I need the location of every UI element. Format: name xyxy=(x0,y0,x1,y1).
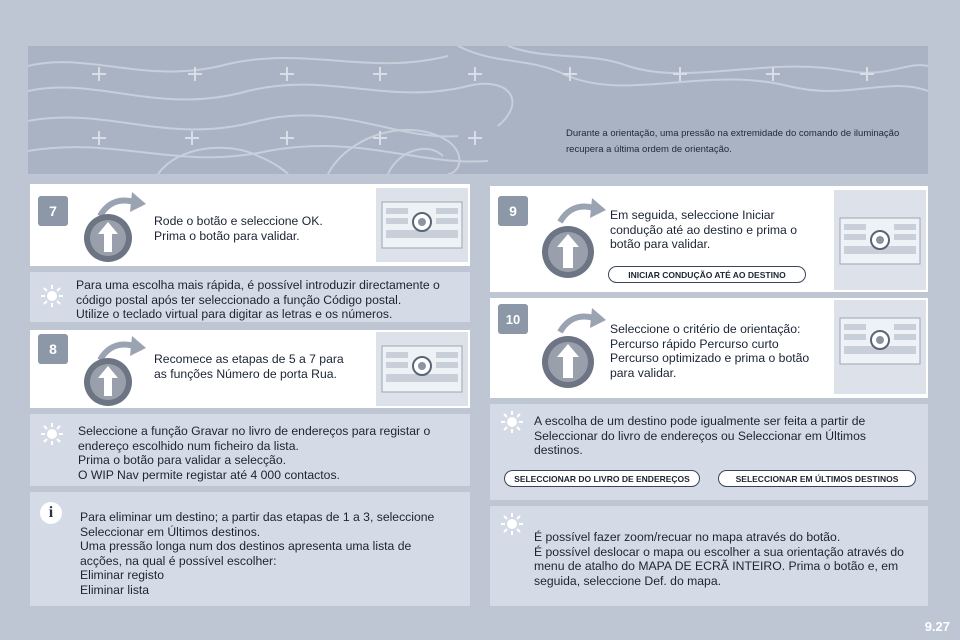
lightbulb-icon xyxy=(500,512,524,536)
info-panel xyxy=(30,492,470,606)
page-number: 9.27 xyxy=(924,619,950,634)
control-panel-thumbnail xyxy=(834,190,926,290)
tip-2-panel xyxy=(30,414,470,486)
header-banner xyxy=(28,46,928,174)
tip-2-text: Seleccione a função Gravar no livro de endereços para registar o endereço escolhido num ficheiro da lista. Prima o botão para validar a selecção. O WIP Nav permite registar até 4 000 contactos. xyxy=(78,424,431,482)
step-8-panel xyxy=(30,330,470,408)
control-panel-thumbnail xyxy=(376,188,468,262)
info-text: Para eliminar um destino; a partir das etapas de 1 a 3, seleccione Seleccionar em Últimos destinos. Uma pressão longa num dos destinos apresenta uma lista de acções, na qual é possível escolher: Eliminar registo Eliminar lista xyxy=(80,510,435,597)
rotary-dial-icon xyxy=(538,194,608,284)
control-panel-thumbnail xyxy=(834,300,926,394)
step-9-panel xyxy=(490,186,928,292)
lightbulb-icon xyxy=(500,410,524,434)
tip-5-panel xyxy=(490,506,928,606)
lightbulb-icon xyxy=(40,284,64,308)
select-address-book-button[interactable]: SELECCIONAR DO LIVRO DE ENDEREÇOS xyxy=(504,470,700,487)
tip-1-text: Para uma escolha mais rápida, é possível introduzir directamente o código postal após ter seleccionado a função Código postal. Utilize o teclado virtual para digitar as letras e os números. xyxy=(76,278,440,321)
step-7-text: Rode o botão e seleccione OK. Prima o botão para validar. xyxy=(154,214,323,243)
step-10-panel xyxy=(490,298,928,398)
step-7-panel xyxy=(30,184,470,266)
rotary-dial-icon xyxy=(78,188,148,264)
step-10-text: Seleccione o critério de orientação: Percurso rápido Percurso curto Percurso optimizado e prima o botão para validar. xyxy=(610,322,810,380)
tip-1-panel xyxy=(30,272,470,322)
step-7-badge: 7 xyxy=(38,196,68,226)
step-10-badge: 10 xyxy=(498,304,528,334)
step-9-text: Em seguida, seleccione Iniciar condução até ao destino e prima o botão para validar. xyxy=(610,208,798,251)
control-panel-thumbnail xyxy=(376,332,468,406)
tip-5-text: É possível fazer zoom/recuar no mapa através do botão. É possível deslocar o mapa ou escolher a sua orientação através do menu de atalho do MAPA DE ECRÃ INTEIRO. Prima o botão e, em seguida, seleccione Def. do mapa. xyxy=(534,530,904,588)
info-icon: i xyxy=(40,502,62,524)
lightbulb-icon xyxy=(40,422,64,446)
step-8-text: Recomece as etapas de 5 a 7 para as funções Número de porta Rua. xyxy=(154,352,344,381)
step-8-badge: 8 xyxy=(38,334,68,364)
rotary-dial-icon xyxy=(78,332,148,408)
banner-text: Durante a orientação, uma pressão na extremidade do comando de iluminação recupera a última ordem de orientação. xyxy=(566,128,900,155)
step-9-badge: 9 xyxy=(498,196,528,226)
select-recent-destinations-button[interactable]: SELECCIONAR EM ÚLTIMOS DESTINOS xyxy=(718,470,916,487)
tip-4-panel xyxy=(490,404,928,500)
rotary-dial-icon xyxy=(538,304,608,394)
tip-4-text: A escolha de um destino pode igualmente ser feita a partir de Seleccionar do livro de endereços ou Seleccionar em Últimos destinos. xyxy=(534,414,866,457)
start-guidance-button[interactable]: INICIAR CONDUÇÃO ATÉ AO DESTINO xyxy=(608,266,806,283)
